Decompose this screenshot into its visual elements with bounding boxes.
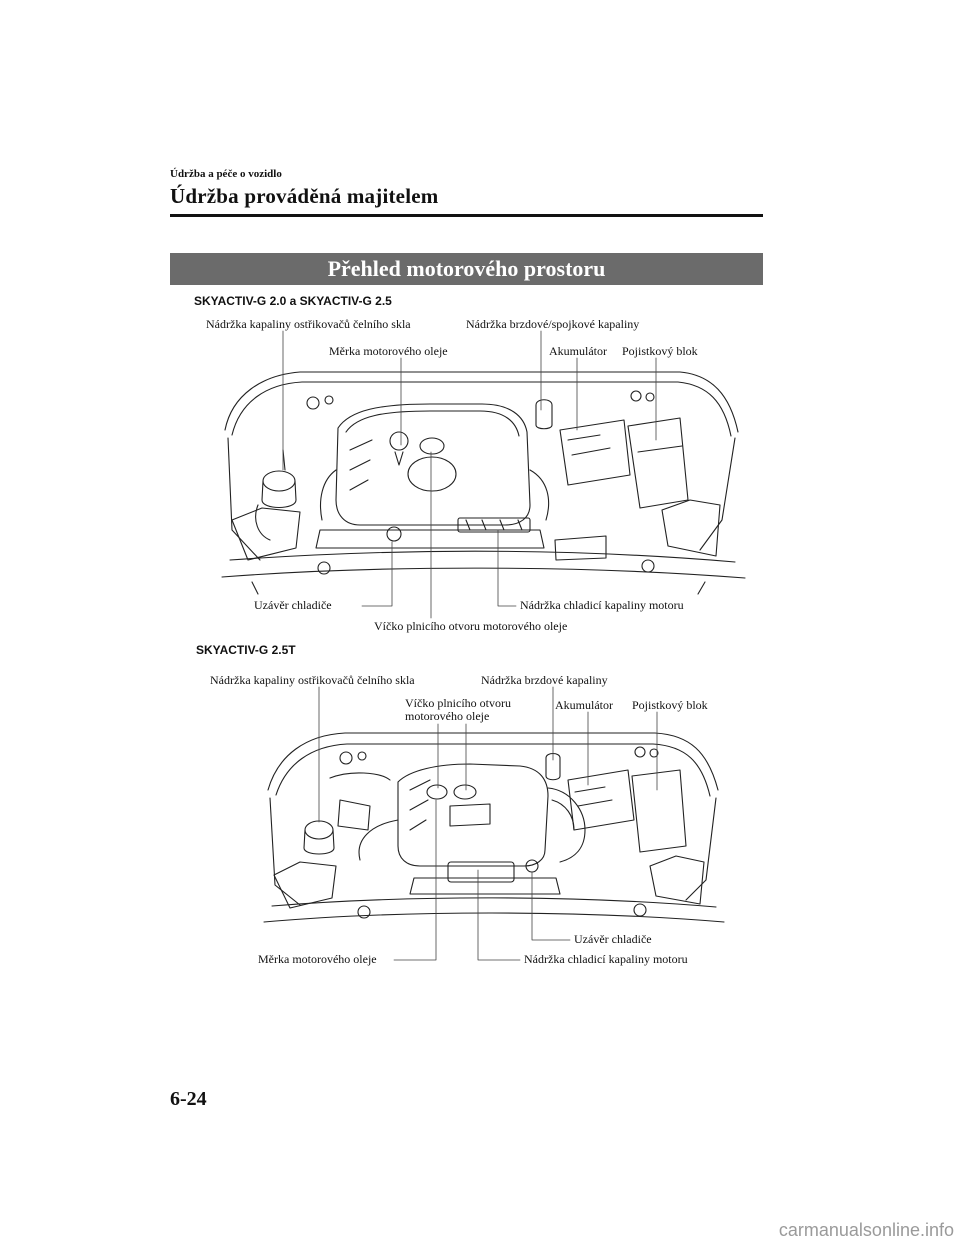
fig2-label-washer-reservoir: Nádržka kapaliny ostřikovačů čelního skla: [210, 673, 415, 687]
fig2-leader-lines: [319, 687, 657, 960]
watermark: carmanualsonline.info: [778, 1220, 954, 1240]
fig1-label-washer-reservoir: Nádržka kapaliny ostřikovačů čelního skla: [206, 317, 411, 331]
figure1-variant-label: SKYACTIV-G 2.0 a SKYACTIV-G 2.5: [194, 294, 392, 308]
engine-bay-illustration-1: [222, 372, 745, 594]
fig1-label-dipstick: Měrka motorového oleje: [329, 344, 448, 358]
page-number: 6-24: [170, 1088, 207, 1110]
fig1-label-brake-clutch-reservoir: Nádržka brzdové/spojkové kapaliny: [466, 317, 640, 331]
figure2-variant-label: SKYACTIV-G 2.5T: [196, 643, 296, 657]
fig2-label-oil-filler-cap-line1: Víčko plnicího otvoru: [405, 696, 511, 710]
fig1-label-battery: Akumulátor: [549, 344, 607, 358]
fig1-label-oil-filler-cap: Víčko plnicího otvoru motorového oleje: [374, 619, 568, 633]
fig2-label-oil-filler-cap-line2: motorového oleje: [405, 709, 490, 723]
engine-bay-illustration-2: [264, 733, 724, 922]
fig1-label-fuse-block: Pojistkový blok: [622, 344, 698, 358]
fig2-label-radiator-cap: Uzávěr chladiče: [574, 932, 652, 946]
page-title: Údržba prováděná majitelem: [170, 184, 439, 208]
fig2-label-coolant-reservoir: Nádržka chladicí kapaliny motoru: [524, 952, 688, 966]
breadcrumb: Údržba a péče o vozidlo: [170, 168, 282, 180]
fig1-leader-lines: [283, 331, 656, 618]
fig2-label-fuse-block: Pojistkový blok: [632, 698, 708, 712]
fig2-label-dipstick: Měrka motorového oleje: [258, 952, 377, 966]
fig1-label-coolant-reservoir: Nádržka chladicí kapaliny motoru: [520, 598, 684, 612]
section-banner: Přehled motorového prostoru: [170, 253, 763, 285]
fig2-label-battery: Akumulátor: [555, 698, 613, 712]
fig1-label-radiator-cap: Uzávěr chladiče: [254, 598, 332, 612]
fig2-label-brake-reservoir: Nádržka brzdové kapaliny: [481, 673, 608, 687]
